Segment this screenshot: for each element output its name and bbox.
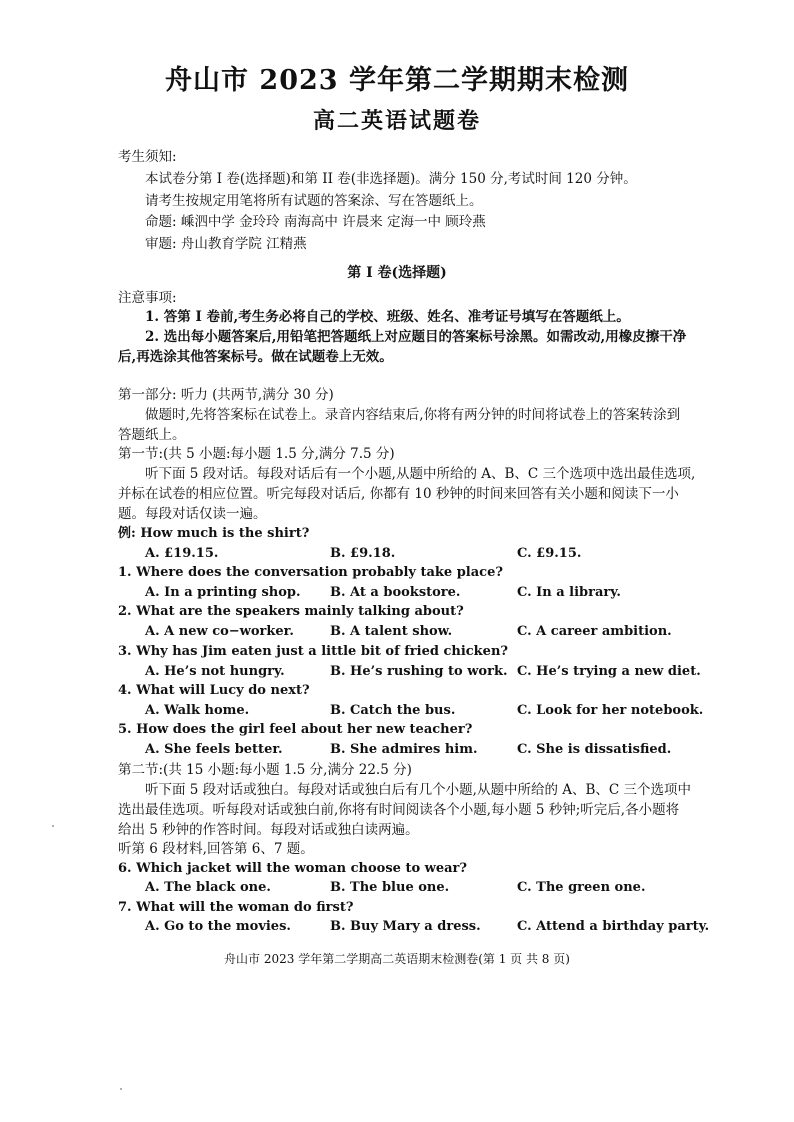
q7-option-b: B. Buy Mary a dress. — [330, 919, 481, 934]
exam-subtitle: 高二英语试题卷 — [312, 108, 481, 134]
q6-option-b: B. The blue one. — [330, 880, 450, 895]
notice-line-4: 审题: 舟山教育学院 江精燕 — [145, 236, 307, 252]
listening-intro-a: 做题时,先将答案标在试卷上。录音内容结束后,你将有两分钟的时间将试卷上的答案转涂到 — [145, 407, 681, 423]
q5-option-b: B. She admires him. — [330, 742, 478, 757]
question-7: 7. What will the woman do first? — [118, 900, 354, 915]
q7-option-a: A. Go to the movies. — [145, 919, 291, 934]
notice-heading: 考生须知: — [118, 149, 177, 165]
notice-line-1: 本试卷分第 I 卷(选择题)和第 II 卷(非选择题)。满分 150 分,考试时间 120 分钟。 — [145, 171, 637, 187]
q3-option-b: B. He’s rushing to work. — [330, 664, 508, 679]
q5-option-c: C. She is dissatisfied. — [517, 742, 672, 757]
q2-option-b: B. A talent show. — [330, 624, 453, 639]
example-question: 例: How much is the shirt? — [118, 526, 310, 541]
q2-option-c: C. A career ambition. — [517, 624, 672, 639]
section-title-part1: 第 I 卷(选择题) — [347, 265, 447, 281]
notice-line-2: 请考生按规定用笔将所有试题的答案涂、写在答题纸上。 — [145, 193, 483, 209]
q3-option-c: C. He’s trying a new diet. — [517, 664, 701, 679]
section2-heading: 第二节:(共 15 小题:每小题 1.5 分,满分 22.5 分) — [118, 762, 412, 778]
section2-instr-c: 给出 5 秒钟的作答时间。每段对话或独白读两遍。 — [118, 822, 419, 838]
section1-instr-a: 听下面 5 段对话。每段对话后有一个小题,从题中所给的 A、B、C 三个选项中选出最佳选项, — [145, 466, 696, 482]
q4-option-b: B. Catch the bus. — [330, 703, 456, 718]
question-6: 6. Which jacket will the woman choose to wear? — [118, 861, 468, 876]
q6-option-a: A. The black one. — [145, 880, 271, 895]
q4-option-c: C. Look for her notebook. — [517, 703, 704, 718]
q1-option-b: B. At a bookstore. — [330, 585, 461, 600]
notice-line-3: 命题: 嵊泗中学 金玲玲 南海高中 许晨来 定海一中 顾玲燕 — [145, 214, 486, 230]
q3-option-a: A. He’s not hungry. — [145, 664, 285, 679]
attention-heading: 注意事项: — [118, 290, 177, 306]
q5-option-a: A. She feels better. — [145, 742, 283, 757]
section1-instr-c: 题。每段对话仅读一遍。 — [118, 506, 267, 522]
q1-option-c: C. In a library. — [517, 585, 621, 600]
question-1: 1. Where does the conversation probably take place? — [118, 565, 503, 580]
attention-item-2b: 后,再选涂其他答案标号。做在试题卷上无效。 — [118, 349, 393, 365]
exam-title: 舟山市 2023 学年第二学期期末检测 — [165, 65, 629, 96]
q2-option-a: A. A new co−worker. — [145, 624, 294, 639]
q7-option-c: C. Attend a birthday party. — [517, 919, 710, 934]
listening-heading: 第一部分: 听力 (共两节,满分 30 分) — [118, 387, 334, 403]
section2-instr-b: 选出最佳选项。听每段对话或独白前,你将有时间阅读各个小题,每小题 5 秒钟;听完后,各小题将 — [118, 802, 680, 818]
scan-speck — [52, 825, 54, 827]
page-footer: 舟山市 2023 学年第二学期高二英语期末检测卷(第 1 页 共 8 页) — [224, 952, 570, 966]
section1-heading: 第一节:(共 5 小题:每小题 1.5 分,满分 7.5 分) — [118, 446, 395, 462]
question-2: 2. What are the speakers mainly talking about? — [118, 604, 464, 619]
section1-instr-b: 并标在试卷的相应位置。听完每段对话后, 你都有 10 秒钟的时间来回答有关小题和阅读下一小 — [118, 486, 679, 502]
section2-instr-a: 听下面 5 段对话或独白。每段对话或独白后有几个小题,从题中所给的 A、B、C 三个选项中 — [145, 782, 692, 798]
listening-intro-b: 答题纸上。 — [118, 427, 186, 443]
question-3: 3. Why has Jim eaten just a little bit of fried chicken? — [118, 644, 509, 659]
attention-item-2a: 2. 选出每小题答案后,用铅笔把答题纸上对应题目的答案标号涂黑。如需改动,用橡皮擦干净 — [145, 329, 687, 345]
q4-option-a: A. Walk home. — [145, 703, 250, 718]
q6-option-c: C. The green one. — [517, 880, 646, 895]
example-option-b: B. £9.18. — [330, 546, 396, 561]
scan-speck — [120, 1088, 122, 1090]
question-4: 4. What will Lucy do next? — [118, 683, 310, 698]
q1-option-a: A. In a printing shop. — [145, 585, 301, 600]
attention-item-1: 1. 答第 I 卷前,考生务必将自己的学校、班级、姓名、准考证号填写在答题纸上。 — [145, 309, 630, 325]
material-note: 听第 6 段材料,回答第 6、7 题。 — [118, 841, 314, 857]
question-5: 5. How does the girl feel about her new teacher? — [118, 722, 473, 737]
example-option-a: A. £19.15. — [145, 546, 219, 561]
example-option-c: C. £9.15. — [517, 546, 582, 561]
